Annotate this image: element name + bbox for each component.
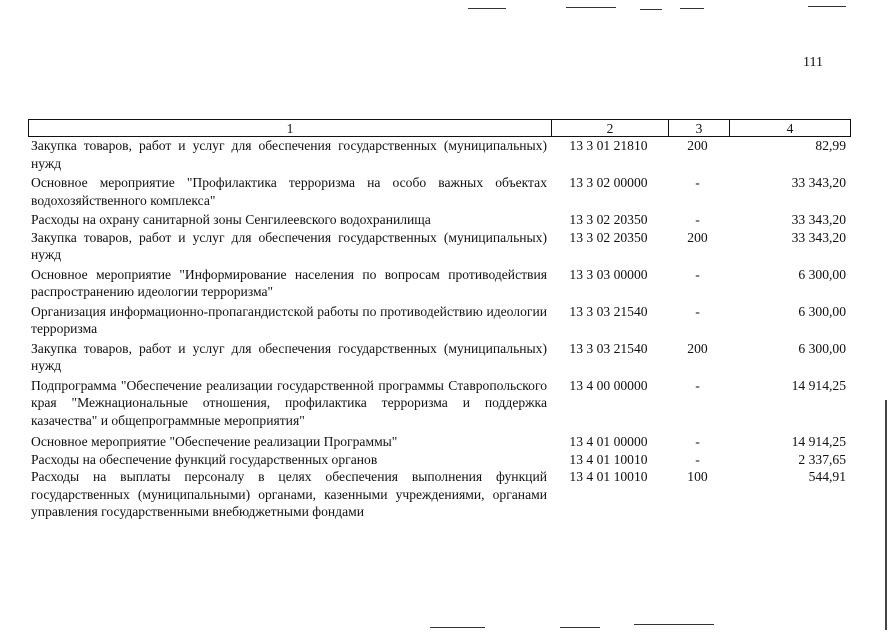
row-amount: 6 300,00 xyxy=(798,340,846,356)
table-header xyxy=(28,119,851,137)
row-amount: 14 914,25 xyxy=(791,377,846,393)
row-expense-type: 200 xyxy=(687,138,708,153)
table-row xyxy=(28,174,851,209)
page-number: 111 xyxy=(803,55,823,70)
budget-table xyxy=(28,119,851,521)
row-code: 13 3 03 21540 xyxy=(569,340,648,356)
row-name: Расходы на выплаты персоналу в целях обеспечения выполнения функций государственных (муниципальными) органами, казенными учреждениями, органами управления государственными внебюджетными фондами xyxy=(31,469,547,519)
table-row xyxy=(28,211,851,229)
scan-artifact xyxy=(634,624,714,625)
row-amount: 6 300,00 xyxy=(798,266,846,282)
row-code: 13 3 02 20350 xyxy=(569,212,648,227)
row-expense-type: - xyxy=(695,266,700,282)
header-col-1: 1 xyxy=(286,121,294,136)
row-name: Основное мероприятие "Обеспечение реализации Программы" xyxy=(31,434,398,449)
row-amount: 33 343,20 xyxy=(791,212,846,227)
row-amount: 33 343,20 xyxy=(791,175,846,190)
scan-artifact xyxy=(680,8,704,9)
scan-artifact xyxy=(808,6,846,7)
table-row xyxy=(28,468,851,521)
table-row xyxy=(28,229,851,264)
row-name: Расходы на обеспечение функций государственных органов xyxy=(31,451,378,467)
row-expense-type: 200 xyxy=(687,340,708,356)
table-row xyxy=(28,137,851,172)
header-col-2: 2 xyxy=(551,120,668,136)
table-row xyxy=(28,377,851,430)
row-name: Основное мероприятие "Профилактика терроризма на особо важных объектах водохозяйственного комплекса" xyxy=(31,175,547,208)
row-name: Закупка товаров, работ и услуг для обеспечения государственных (муниципальных) нужд xyxy=(31,138,547,171)
table-row xyxy=(28,340,851,375)
row-expense-type: 100 xyxy=(687,469,708,484)
row-name: Основное мероприятие "Информирование населения по вопросам противодействия распространению идеологии терроризма" xyxy=(31,266,547,299)
row-code: 13 3 02 00000 xyxy=(569,175,648,190)
row-code: 13 4 01 10010 xyxy=(569,451,648,467)
scan-artifact xyxy=(468,8,506,9)
row-expense-type: - xyxy=(695,212,700,227)
table-row xyxy=(28,266,851,301)
header-col-3: 3 xyxy=(668,120,729,136)
row-amount: 82,99 xyxy=(815,138,846,153)
row-code: 13 4 01 10010 xyxy=(569,469,648,484)
table-row xyxy=(28,303,851,338)
row-expense-type: - xyxy=(695,377,700,393)
table-row xyxy=(28,451,851,469)
row-code: 13 4 00 00000 xyxy=(569,377,648,393)
row-code: 13 3 03 00000 xyxy=(569,266,648,282)
row-expense-type: - xyxy=(695,434,700,449)
row-amount: 14 914,25 xyxy=(791,434,846,449)
table-row xyxy=(28,433,851,451)
row-expense-type: - xyxy=(695,303,700,319)
header-col-4: 4 xyxy=(729,120,850,136)
row-code: 13 3 01 21810 xyxy=(569,138,648,153)
row-name: Организация информационно-пропагандистской работы по противодействию идеологии терроризма xyxy=(31,303,547,336)
row-expense-type: - xyxy=(695,175,700,190)
row-code: 13 3 03 21540 xyxy=(569,303,648,319)
row-name: Закупка товаров, работ и услуг для обеспечения государственных (муниципальных) нужд xyxy=(31,229,547,262)
row-expense-type: 200 xyxy=(687,229,708,245)
row-code: 13 4 01 00000 xyxy=(569,434,648,449)
scan-artifact xyxy=(640,9,662,10)
row-name: Закупка товаров, работ и услуг для обеспечения государственных (муниципальных) нужд xyxy=(31,340,547,373)
row-amount: 2 337,65 xyxy=(798,451,846,467)
row-name: Подпрограмма "Обеспечение реализации государственной программы Ставропольского края "Межнациональные отношения, профилактика терроризма и поддержка казачества" и общепрограммные мероприятия" xyxy=(31,377,547,428)
row-code: 13 3 02 20350 xyxy=(569,229,648,245)
scan-artifact xyxy=(430,627,485,628)
row-amount: 544,91 xyxy=(808,469,846,484)
row-name: Расходы на охрану санитарной зоны Сенгилеевского водохранилища xyxy=(31,212,431,227)
scan-artifact xyxy=(566,7,616,8)
row-amount: 33 343,20 xyxy=(791,229,846,245)
row-amount: 6 300,00 xyxy=(798,303,846,319)
scan-edge-line xyxy=(885,400,887,630)
row-expense-type: - xyxy=(695,451,700,467)
scan-artifact xyxy=(560,627,600,628)
